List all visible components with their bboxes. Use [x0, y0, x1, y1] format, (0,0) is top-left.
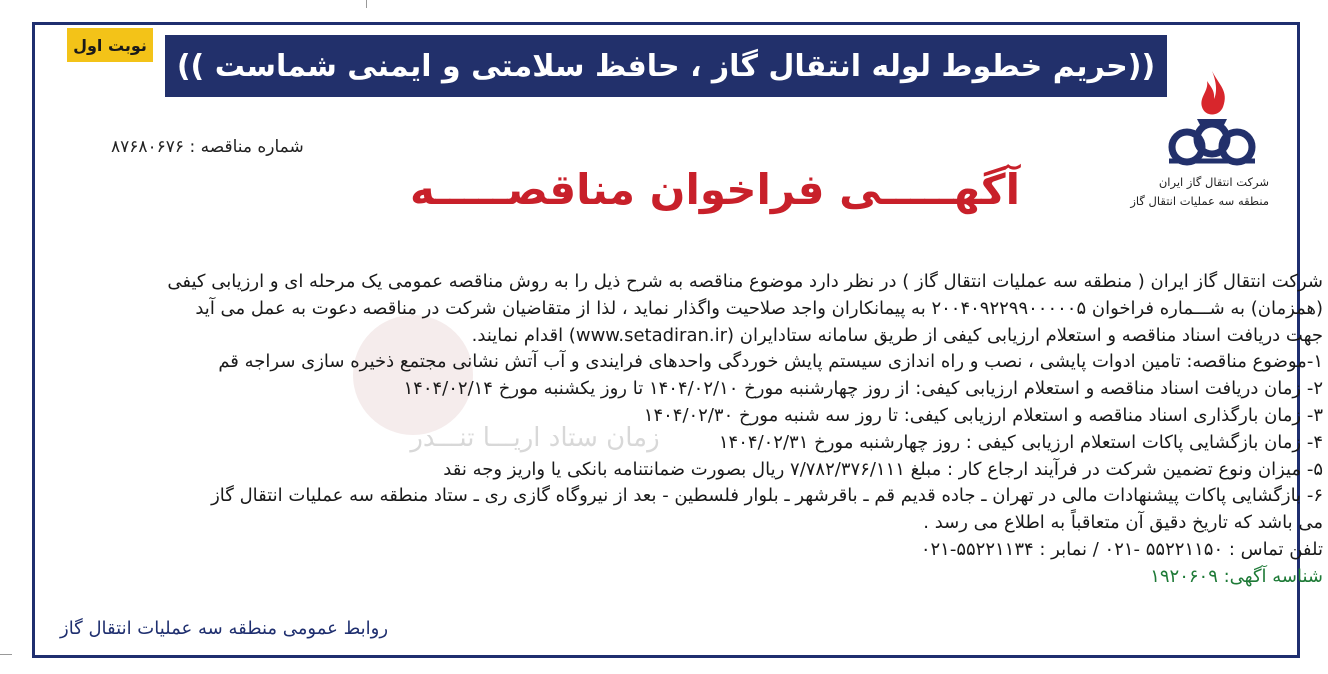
announcement-body [89, 269, 1323, 591]
edition-badge: نوبت اول [67, 28, 153, 62]
crop-mark-left [0, 654, 12, 655]
item-opening-date: ۴- زمان بازگشایی پاکات استعلام ارزیابی کیفی : روز چهارشنبه مورخ ۱۴۰۴/۰۲/۳۱ [718, 431, 1323, 453]
company-line-2: منطقه سه عملیات انتقال گاز [1130, 194, 1269, 208]
intro-line-3: جهت دریافت اسناد مناقصه و استعلام ارزیابی کیفی از طریق سامانه ستادایران (www.setadiran.ir) اقدام نمایند. [471, 324, 1323, 346]
ad-identifier: شناسه آگهی: ۱۹۲۰۶۰۹ [1150, 565, 1323, 587]
tender-number: شماره مناقصه : ۸۷۶۸۰۶۷۶ [111, 137, 304, 157]
item-financial-opening: ۶- بازگشایی پاکات پیشنهادات مالی در تهران ـ جاده قدیم قم ـ باقرشهر ـ بلوار فلسطین - بعد از نیروگاه گازی ری ـ ستاد منطقه سه عملیات انتقال گاز [211, 485, 1323, 507]
company-line-1: شرکت انتقال گاز ایران [1158, 175, 1269, 189]
intro-line-2: (همزمان) به شـــماره فراخوان ۲۰۰۴۰۹۲۲۹۹۰۰۰۰۰۵ به پیمانکاران واجد صلاحیت واگذار نماید ، لذا از متقاضیان شرکت در مناقصه دعوت به عمل می آید [195, 297, 1323, 319]
gas-company-flame-logo-icon [1157, 63, 1267, 173]
item-guarantee: ۵- میزان ونوع تضمین شرکت در فرآیند ارجاع کار : مبلغ ۷/۷۸۲/۳۷۶/۱۱۱ ریال بصورت ضمانتنامه بانکی یا واریز وجه نقد [443, 458, 1323, 480]
crop-mark-top [366, 0, 367, 8]
public-relations-signature: روابط عمومی منطقه سه عملیات انتقال گاز [60, 618, 389, 639]
contact-phone: تلفن تماس : ۵۵۲۲۱۱۵۰ -۰۲۱ / نمابر : ۵۵۲۲۱۱۳۴-۰۲۱ [920, 538, 1323, 560]
company-name [1109, 173, 1269, 211]
item-subject: ۱-موضوع مناقصه: تامین ادوات پایشی ، نصب و راه اندازی سیستم پایش خوردگی واحدهای فرایندی و آب آتش نشانی مجتمع ذخیره سازی سراجه قم [218, 351, 1323, 373]
intro-line-1: شرکت انتقال گاز ایران ( منطقه سه عملیات انتقال گاز ) در نظر دارد موضوع مناقصه به شرح ذیل را به روش مناقصه عمومی یک مرحله ای و ارزیابی کیفی [167, 271, 1323, 292]
safety-banner: ((حریم خطوط لوله انتقال گاز ، حافظ سلامتی و ایمنی شماست )) [165, 35, 1167, 97]
item-upload-deadline: ۳- زمان بارگذاری اسناد مناقصه و استعلام ارزیابی کیفی: تا روز سه شنبه مورخ ۱۴۰۴/۰۲/۳۰ [643, 404, 1323, 426]
tender-headline: آگهـــــی فراخوان مناقصـــــه [410, 165, 1020, 214]
advertisement-frame [32, 22, 1323, 658]
item-financial-opening-cont: می باشد که تاریخ دقیق آن متعاقباً به اطلاع می رسد . [923, 512, 1323, 534]
watermark-text: زمان ستاد اریـــا تنـــدر [410, 423, 660, 453]
item-document-period: ۲- زمان دریافت اسناد مناقصه و استعلام ارزیابی کیفی: از روز چهارشنبه مورخ ۱۴۰۴/۰۲/۱۰ تا روز یکشنبه مورخ ۱۴۰۴/۰۲/۱۴ [403, 378, 1323, 400]
